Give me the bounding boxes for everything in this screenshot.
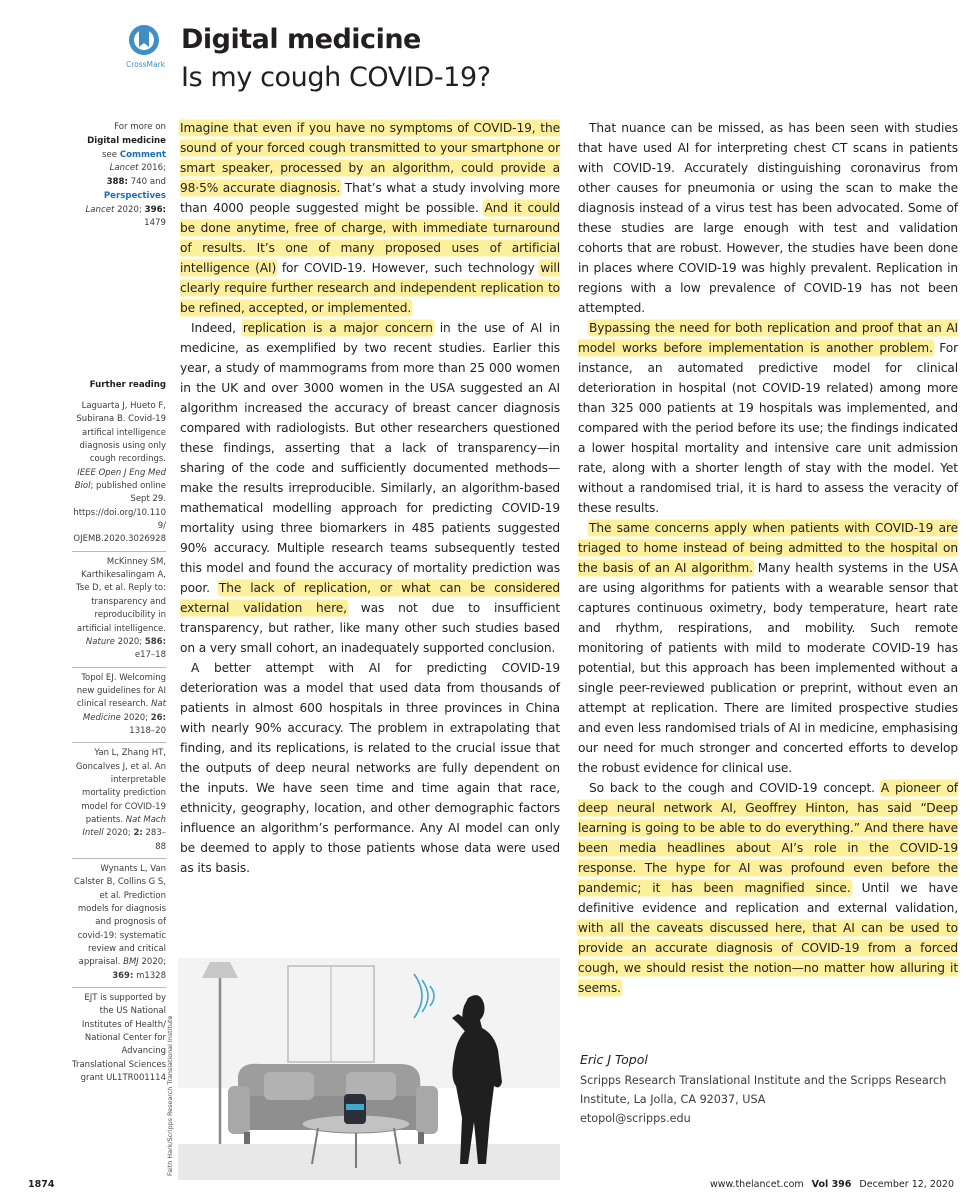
text-run: in the use of AI in medicine, as exemplified by two recent studies. Earlier this year, a study of mammograms from more than 25 000 women in the UK and over 3000 women in the USA suggested an AI algorithm increased the accuracy of breast cancer diagnosis compared with radiologists. But other researchers questioned these findings, asserting that a lack of transparency—in sharing of the code and sufficiently documented methods—make the results irreproducible. Similarly, an algorithm-based mathematical modelling approach for predicting COVID-19 mortality using three biomarkers in 485 patients suggested 90% accuracy. Multiple research teams subsequently tested this model and found the accuracy of mortality prediction was poor.: [180, 321, 560, 595]
illustration-figure: [168, 958, 560, 1180]
highlighted-text: The same concerns apply when patients with COVID-19 are triaged to home instead of being admitted to the hospital on the basis of an AI algorithm.: [578, 521, 958, 575]
highlighted-text: will clearly require further research and independent replication to be refined, accepted, or implemented.: [180, 261, 561, 315]
crossmark-label: CrossMark: [126, 60, 166, 69]
sidebar-more-note: For more on Digital medicine see Comment Lancet 2016; 388: 740 and Perspectives Lancet 2020; 396: 1479: [85, 122, 166, 229]
text-run: Until we have definitive evidence and replication and external validation,: [578, 881, 958, 915]
paragraph: [180, 118, 560, 318]
paragraph: [578, 518, 958, 778]
paragraph: [578, 778, 958, 998]
journal-date: December 12, 2020: [859, 1179, 954, 1190]
reference-item: Wynants L, Van Calster B, Collins G S, et al. Prediction models for diagnosis and prognosis of covid-19: systematic review and critical appraisal. BMJ 2020; 369: m1328: [72, 859, 166, 988]
highlighted-text: with all the caveats discussed here, that AI can be used to provide an accurate diagnosis of COVID-19 from a forced cough, we should resist the notion—no matter how alluring it seems.: [578, 921, 958, 995]
reference-item: Yan L, Zhang HT, Goncalves J, et al. An interpretable mortality prediction model for COVID-19 patients. Nat Mach Intell 2020; 2: 283–88: [72, 743, 166, 859]
journal-volume: Vol 396: [811, 1179, 852, 1190]
reference-item: Laguarta J, Hueto F, Subirana B. Covid-19 artifical intelligence diagnosis using only cough recordings. IEEE Open J Eng Med Biol; published online Sept 29. https://doi.org/10.1109/ OJEMB.2020.3026928: [72, 396, 166, 552]
highlighted-text: The lack of replication, or what can be considered external validation here,: [180, 581, 560, 615]
highlighted-text: And it could be done anytime, free of charge, with immediate turnaround of results. It’s one of many proposed uses of artificial intelligence (AI): [180, 201, 560, 275]
highlighted-text: Bypassing the need for both replication and proof that an AI model works before implementation is another problem.: [578, 321, 958, 355]
text-run: For instance, an automated predictive model for clinical deterioration in hospital (not COVID-19 related) among more than 325 000 patients at 19 hospitals was implemented, and compared with the period before its use; the findings indicated a lower hospital mortality and intensive care unit admission rate, along with a shorter length of stay with the model. Yet without a randomised trial, it is hard to assess the veracity of these results.: [578, 341, 958, 515]
text-column-left: [180, 118, 560, 878]
further-reading-list: [72, 396, 166, 1090]
reference-item: McKinney SM, Karthikesalingam A, Tse D, et al. Reply to: transparency and reproducibility in artificial intelligence. Nature 2020; 586: e17–18: [72, 552, 166, 668]
text-run: Many health systems in the USA are using algorithms for patients with a wearable sensor that captures continuous oximetry, body temperature, heart rate and rhythm, respirations, and mobility. Such remote monitoring of patients with mild to moderate COVID-19 has potential, but this approach has been implemented without a single peer-reviewed publication or preprint, without even an attempt at replication. There are limited prospective studies and even less randomised trials of AI in medicine, emphasising our need for much stronger and concerted efforts to develop the robust evidence for clinical use.: [578, 561, 959, 775]
article-title: Is my cough COVID-19?: [181, 62, 491, 93]
author-affiliation: Scripps Research Translational Institute and the Scripps Research Institute, La Jolla, CA 92037, USA: [580, 1074, 947, 1106]
highlighted-text: Imagine that even if you have no symptoms of COVID-19, the sound of your forced cough transmitted to your smartphone or smart speaker, processed by an algorithm, could provide a 98·5% accurate diagnosis.: [180, 121, 560, 195]
text-run: So back to the cough and COVID-19 concept.: [589, 781, 881, 795]
text-run: That nuance can be missed, as has been seen with studies that have used AI for interpreting chest CT scans in patients with COVID-19. Accurately distinguishing coronavirus from other causes for pneumonia or using the scan to make the diagnosis instead of a virus test has been advocated. Some of these studies are large enough with test and validation cohorts that are robust. However, the studies have been done in places where COVID-19 was highly prevalent. Replication in regions with a low prevalence of COVID-19 has not been attempted.: [578, 121, 958, 315]
svg-text:Faith Hark/Scripps Research Tr: Faith Hark/Scripps Research Translational Institute: [166, 1015, 174, 1176]
further-reading-title: Further reading: [89, 380, 166, 390]
paragraph: [180, 658, 560, 878]
text-column-right: [578, 118, 958, 998]
text-run: for COVID-19. However, such technology: [276, 261, 541, 275]
comment-link[interactable]: Comment: [119, 149, 166, 160]
author-block: [580, 1052, 960, 1128]
highlighted-text: A pioneer of deep neural network AI, Geoffrey Hinton, has said “Deep learning is going to be able to do everything.” And there have been media headlines about AI’s role in the COVID-19 response. The hype for AI was profound even before the pandemic; it has been magnified since.: [578, 781, 958, 895]
text-run: was not due to insufficient transparency, but rather, like many other such studies based on a very small cohort, an inadequately supported conclusion.: [180, 601, 560, 655]
text-run: That’s what a study involving more than 4000 people suggested might be possible.: [180, 181, 560, 215]
page-number: 1874: [28, 1179, 55, 1190]
author-name: Eric J Topol: [580, 1052, 648, 1067]
section-title: Digital medicine: [181, 24, 421, 55]
journal-footer: [710, 1179, 954, 1190]
highlighted-text: replication is a major concern: [242, 321, 433, 335]
text-run: Indeed,: [191, 321, 243, 335]
funding-note: EJT is supported by the US National Institutes of Health/ National Center for Advancing Translational Sciences grant UL1TR001114: [72, 993, 166, 1084]
journal-url[interactable]: www.thelancet.com: [710, 1179, 804, 1190]
perspectives-link[interactable]: Perspectives: [103, 190, 166, 201]
paragraph: [578, 118, 958, 318]
author-email[interactable]: etopol@scripps.edu: [580, 1112, 691, 1125]
figure-credit: [162, 958, 176, 1180]
paragraph: [578, 318, 958, 518]
paragraph: [180, 318, 560, 658]
reference-item: Topol EJ. Welcoming new guidelines for AI clinical research. Nat Medicine 2020; 26: 1318–20: [72, 668, 166, 744]
text-run: A better attempt with AI for predicting COVID-19 deterioration was a model that used data from thousands of patients in almost 600 hospitals in three provinces in China with nearly 90% accuracy. The problem in extrapolating that finding, and its replications, is related to the crucial issue that the outputs of deep neural networks are fully dependent on the inputs. We have seen time and time again that race, ethnicity, geography, location, and other demographic factors influence an algorithm’s performance. Any AI model can only be deemed to apply to those patients whose data were used as its basis.: [180, 661, 560, 875]
